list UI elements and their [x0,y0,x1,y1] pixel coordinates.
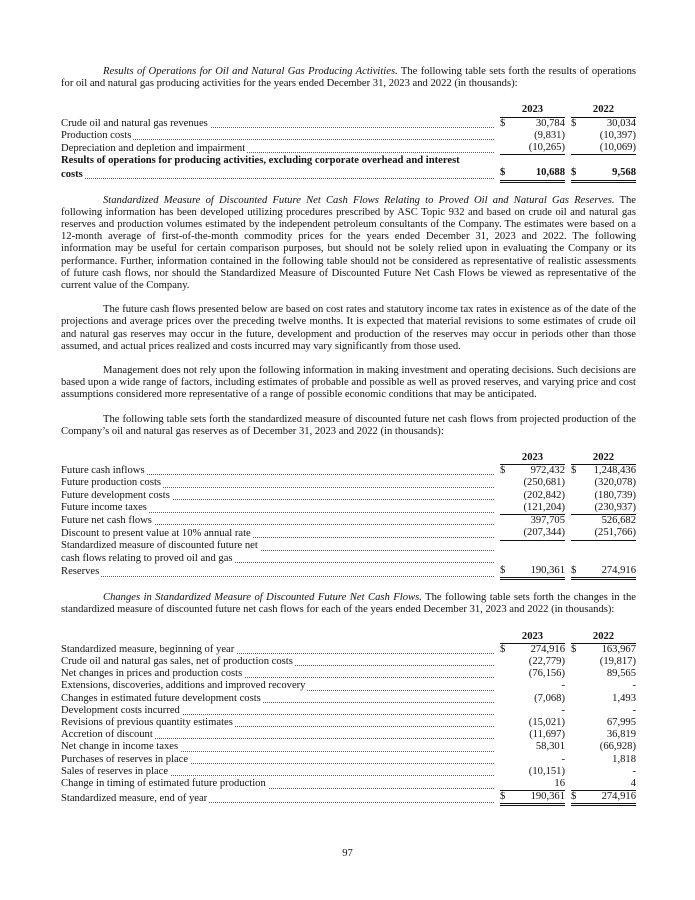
table-row: Standardized measure, beginning of year $ 274,916 $ 163,967 [61,643,636,655]
section-heading: Standardized Measure of Discounted Future Net Cash Flows Relating to Proved Oil and Natural Gas Reserves. [103,194,615,206]
table-row: Net change in income taxes 58,301 (66,928) [61,741,636,753]
table-row: Standardized measure of discounted future net [61,540,636,553]
table-row: Future income taxes (121,204) (230,937) [61,501,636,514]
section-heading: Results of Operations for Oil and Natural Gas Producing Activities. [103,66,398,77]
column-header-2023: 2023 [500,631,565,644]
table-row: Discount to present value at 10% annual rate (207,344) (251,766) [61,527,636,539]
table-row: Crude oil and natural gas sales, net of production costs (22,779) (19,817) [61,655,636,667]
table-row: Net changes in prices and production costs (76,156) 89,565 [61,668,636,680]
table-total-row: Reserves $ 190,361 $ 274,916 [61,564,636,578]
page-number: 97 [342,848,353,859]
paragraph: The following table sets forth the standardized measure of discounted future net cash flows from projected production of the Company’s oil and natural gas reserves as of December 31, 2023 and 2022 (in thousands): [61,413,636,437]
table-subtotal-row: Future net cash flows 397,705 526,682 [61,515,636,527]
section-heading: Changes in Standardized Measure of Discounted Future Net Cash Flows. [103,592,422,604]
document-page [61,66,636,806]
table-row: Accretion of discount (11,697) 36,819 [61,729,636,741]
table-row: Crude oil and natural gas revenues $ 30,784 $ 30,034 [61,117,636,129]
paragraph: The future cash flows presented below are based on cost rates and statutory income tax rates in existence as of the date of the projections and average prices over the preceding twelve months. It is expected that material revisions to some estimates of crude oil and natural gas reserves may occur in the future, development and production of the reserves may occur in periods other than those assumed, and actual prices realized and costs incurred may vary significantly from those used. [61,304,636,352]
table-row: Sales of reserves in place (10,151) - [61,765,636,777]
standardized-measure-intro: Standardized Measure of Discounted Future Net Cash Flows Relating to Proved Oil and Natural Gas Reserves. The following information has been developed utilizing procedures prescribed by ASC Topic 932 and based on crude oil and natural gas reserves and production volumes estimated by the independent petroleum consultants of the Company. The estimates were based on a 12-month average of first-of-the-month commodity prices for the years ended December 31, 2023 and 2022. The following information may be useful for certain comparison purposes, but should not be solely relied upon in evaluating the Company or its performance. Further, information contained in the following table should not be considered as representative of realistic assessments of future cash flows, nor should the Standardized Measure of Discounted Future Net Cash Flows be viewed as representative of the current value of the Company. [61,194,636,292]
table-total-row: costs $ 10,688 $ 9,568 [61,167,636,180]
table-header-row [61,631,636,644]
results-of-operations-intro: Results of Operations for Oil and Natural Gas Producing Activities. The following table sets forth the results of operations for oil and natural gas producing activities for the years ended December 31, 2023 and 2022 (in thousands): [61,66,636,90]
table-header-row [61,452,636,465]
changes-in-standardized-measure-table [61,631,636,807]
table-row: Purchases of reserves in place - 1,818 [61,753,636,765]
table-row: Results of operations for producing activities, excluding corporate overhead and interest [61,155,460,167]
table-row: Future production costs (250,681) (320,078) [61,477,636,489]
table-row: Depreciation and depletion and impairment (10,265) (10,069) [61,142,636,154]
changes-in-standardized-measure-intro: Changes in Standardized Measure of Discounted Future Net Cash Flows. The following table sets forth the changes in the standardized measure of discounted future net cash flows for each of the years ended December 31, 2023 and 2022 (in thousands): [61,592,636,616]
column-header-2022: 2022 [571,104,636,117]
results-of-operations-table [61,104,636,182]
column-header-2023: 2023 [500,104,565,117]
table-row: Production costs (9,831) (10,397) [61,129,636,141]
column-header-2022: 2022 [571,452,636,465]
paragraph: Management does not rely upon the following information in making investment and operating decisions. Such decisions are based upon a wide range of factors, including estimates of probable and possible as well as proved reserves, and varying price and cost assumptions considered more representative of a range of possible economic conditions that may be anticipated. [61,365,636,401]
table-row: Development costs incurred - - [61,704,636,716]
table-header-row [61,104,636,117]
table-row: Future development costs (202,842) (180,739) [61,489,636,501]
column-header-2023: 2023 [500,452,565,465]
column-header-2022: 2022 [571,631,636,644]
table-row: Changes in estimated future development costs (7,068) 1,493 [61,692,636,704]
standardized-measure-table [61,452,636,580]
table-row: Revisions of previous quantity estimates (15,021) 67,995 [61,716,636,728]
table-row: Future cash inflows $ 972,432 $ 1,248,436 [61,465,636,477]
table-row: cash flows relating to proved oil and gas [61,553,636,565]
table-total-row: Standardized measure, end of year $ 190,361 $ 274,916 [61,791,636,804]
table-row: Extensions, discoveries, additions and improved recovery - - [61,680,636,692]
table-row: Change in timing of estimated future production 16 4 [61,777,636,790]
